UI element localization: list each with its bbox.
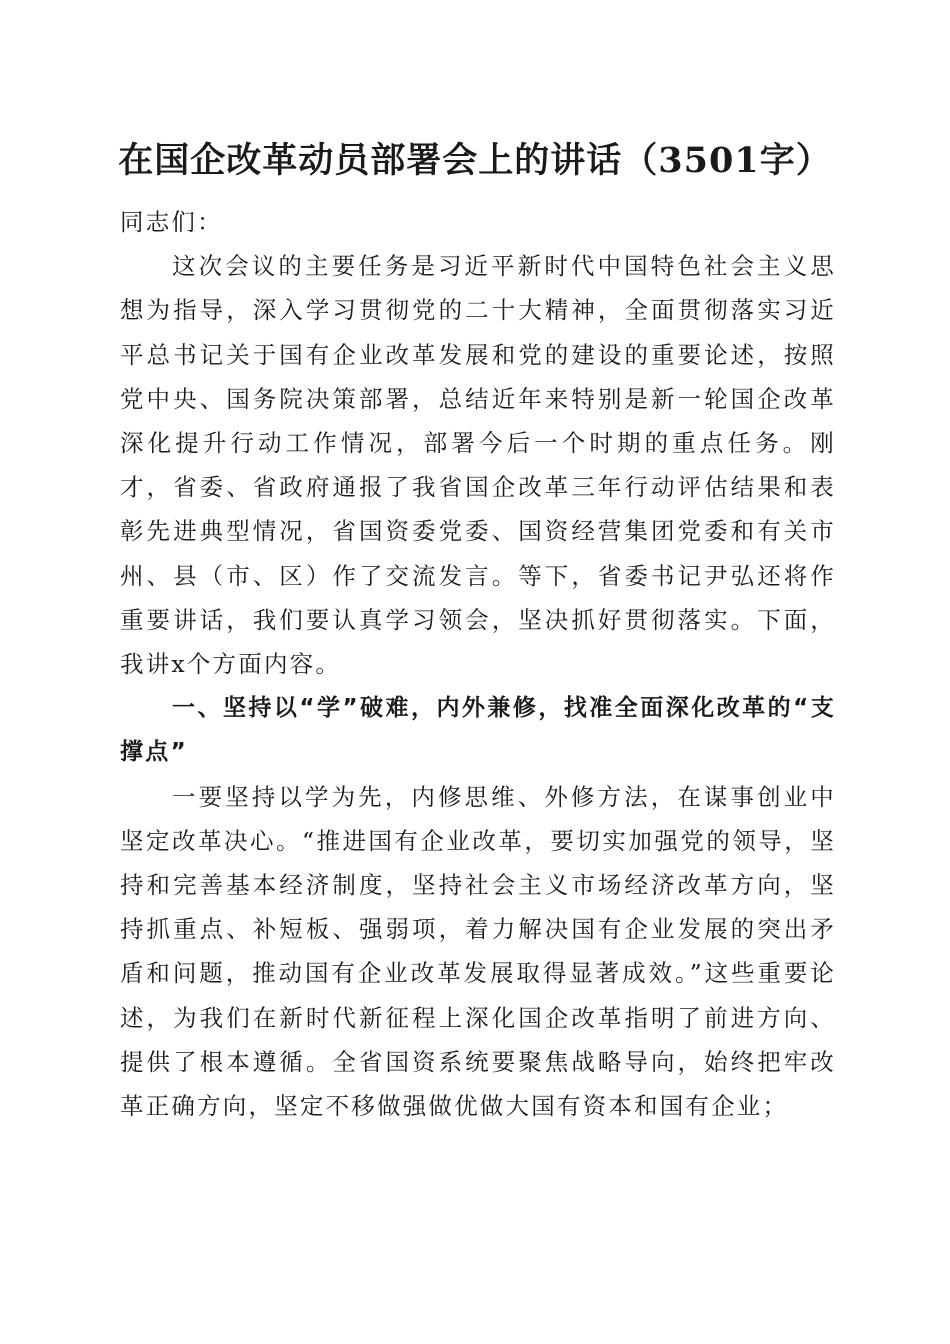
paragraph-section-1: 一要坚持以学为先，内修思维、外修方法，在谋事创业中坚定改革决心。“推进国有企业改革，要切实加强党的领导，坚持和完善基本经济制度，坚持社会主义市场经济改革方向，坚持抓重点、补短板、强弱项，着力解决国有企业发展的突出矛盾和问题，推动国有企业改革发展取得显著成效。”这些重要论述，为我们在新时代新征程上深化国企改革指明了前进方向、提供了根本遵循。全省国资系统要聚焦战略导向，始终把牢改革正确方向，坚定不移做强做优做大国有资本和国有企业；	[120, 782, 836, 1121]
section-heading-1: 一、坚持以“学”破难，内外兼修，找准全面深化改革的“支撑点”	[120, 695, 836, 766]
greeting: 同志们：	[120, 208, 223, 236]
document-body	[120, 200, 836, 1128]
paragraph-intro: 这次会议的主要任务是习近平新时代中国特色社会主义思想为指导，深入学习贯彻党的二十大精神，全面贯彻落实习近平总书记关于国有企业改革发展和党的建设的重要论述，按照党中央、国务院决策部署，总结近年来特别是新一轮国企改革深化提升行动工作情况，部署今后一个时期的重点任务。刚才，省委、省政府通报了我省国企改革三年行动评估结果和表彰先进典型情况，省国资委党委、国资经营集团党委和有关市州、县（市、区）作了交流发言。等下，省委书记尹弘还将作重要讲话，我们要认真学习领会，坚决抓好贯彻落实。下面，我讲x个方面内容。	[120, 252, 836, 679]
document-title: 在国企改革动员部署会上的讲话（3501字）	[118, 140, 832, 181]
